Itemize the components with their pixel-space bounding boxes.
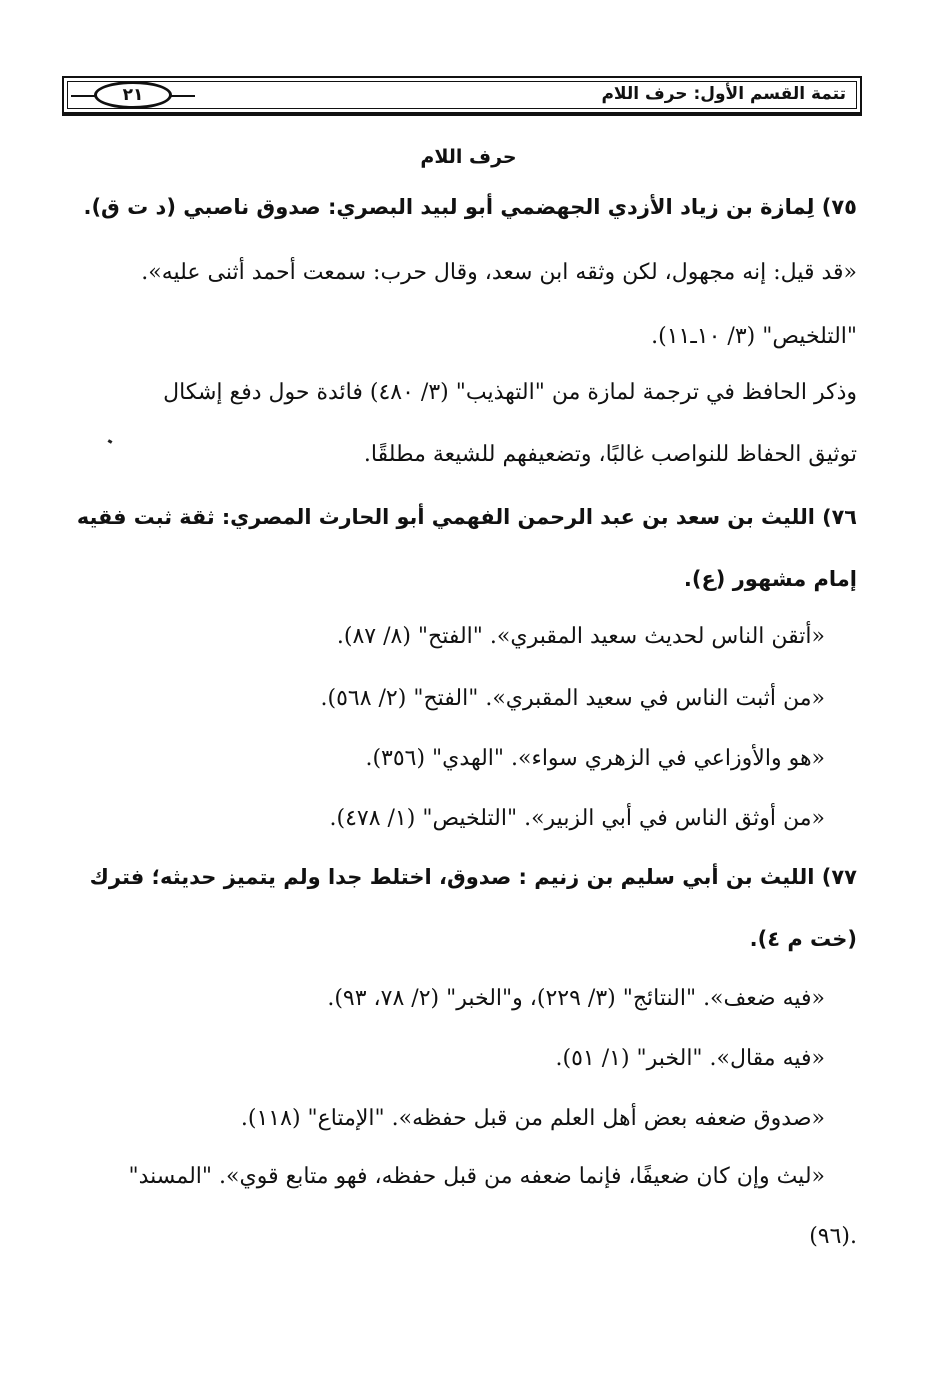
quote-line: «من أثبت الناس في سعيد المقبري». "الفتح" (٢/ ٥٦٨). (320, 686, 825, 711)
quote-line: «أتقن الناس لحديث سعيد المقبري». "الفتح" (٨/ ٨٧). (336, 624, 825, 649)
quote-line: «فيه ضعف». "النتائج" (٣/ ٢٢٩)، و"الخبر" (٢/ ٧٨، ٩٣). (327, 986, 825, 1011)
page-header-frame (62, 76, 862, 116)
page-number: ٢١ (94, 81, 172, 109)
quote-line-continuation: (٩٦). (809, 1224, 857, 1249)
stray-ink-mark (108, 439, 113, 444)
note-paragraph-line-1: وذكر الحافظ في ترجمة لمازة من "التهذيب" (٣/ ٤٨٠) فائدة حول دفع إشكال (163, 380, 857, 405)
section-heading: حرف اللام (420, 146, 517, 168)
note-paragraph-line-2: توثيق الحفاظ للنواصب غالبًا، وتضعيفهم للشيعة مطلقًا. (363, 442, 857, 467)
quote-line: «ليث وإن كان ضعيفًا، فإنما ضعفه من قبل حفظه، فهو متابع قوي». "المسند" (128, 1164, 825, 1189)
quote-line: «من أوثق الناس في أبي الزبير». "التلخيص" (١/ ٤٧٨). (329, 806, 825, 831)
citation-line: "التلخيص" (٣/ ١٠ـ١١). (651, 324, 857, 349)
entry-76-line-2: إمام مشهور (ع). (683, 567, 857, 591)
entry-75: ٧٥) لِمازة بن زياد الأزدي الجهضمي أبو لبيد البصري: صدوق ناصبي (د ت ق). (83, 195, 857, 219)
quote-line: «فيه مقال». "الخبر" (١/ ٥١). (555, 1046, 825, 1071)
entry-76-line-1: ٧٦) الليث بن سعد بن عبد الرحمن الفهمي أبو الحارث المصري: ثقة ثبت فقيه (76, 505, 857, 529)
quote-line: «هو والأوزاعي في الزهري سواء». "الهدي" (٣٥٦). (365, 746, 825, 771)
entry-77-line-2: (خت م ٤). (749, 927, 857, 951)
entry-77-line-1: ٧٧) الليث بن أبي سليم بن زنيم : صدوق، اختلط جدا ولم يتميز حديثه؛ فترك (89, 865, 857, 889)
quote-line: «صدوق ضعفه بعض أهل العلم من قبل حفظه». "الإمتاع" (١١٨). (240, 1106, 825, 1131)
quote-line: «قد قيل: إنه مجهول، لكن وثقه ابن سعد، وقال حرب: سمعت أحمد أثنى عليه». (141, 260, 857, 285)
running-title: تتمة القسم الأول: حرف اللام (601, 84, 846, 104)
